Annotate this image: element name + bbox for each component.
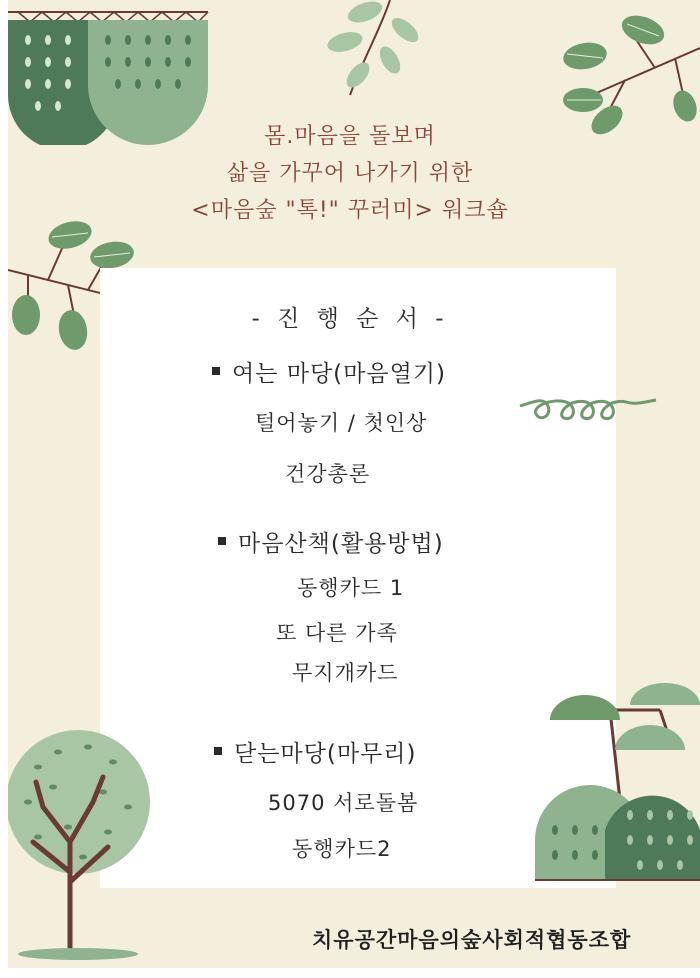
headline-line-2: 삶을 가꾸어 나가기 위한 bbox=[226, 161, 474, 186]
bullet-square-icon bbox=[212, 367, 220, 375]
program-item: 또 다른 가족 bbox=[276, 621, 398, 645]
section-heading-walk bbox=[218, 525, 444, 558]
curl-ornament-icon bbox=[518, 392, 658, 428]
section-heading-label: 닫는마당(마무리) bbox=[234, 741, 417, 767]
section-heading-opening bbox=[212, 355, 446, 388]
leaf-branch-icon bbox=[320, 0, 430, 100]
left-edge-strip bbox=[0, 0, 8, 978]
section-heading-label: 여는 마당(마음열기) bbox=[232, 361, 447, 387]
bullet-square-icon bbox=[214, 747, 222, 755]
section-heading-closing bbox=[214, 735, 416, 768]
headline-line-1: 몸.마음을 돌보며 bbox=[264, 124, 436, 149]
headline-line-3: <마음숲 "톡!" 꾸러미> 워크숍 bbox=[191, 198, 509, 223]
program-title: - 진 행 순 서 - bbox=[251, 306, 449, 332]
program-item: 털어놓기 / 첫인상 bbox=[255, 411, 428, 435]
program-item: 동행카드 1 bbox=[297, 576, 405, 600]
bullet-square-icon bbox=[218, 537, 226, 545]
section-heading-label: 마음산책(활용방법) bbox=[238, 531, 444, 557]
program-item: 5070 서로돌봄 bbox=[268, 791, 419, 815]
tree-icon bbox=[8, 722, 168, 962]
headline bbox=[150, 118, 550, 229]
program-item: 건강총론 bbox=[285, 462, 371, 486]
program-item: 동행카드2 bbox=[292, 837, 392, 861]
organization-name: 치유공간마음의숲사회적협동조합 bbox=[312, 928, 632, 952]
bottom-band bbox=[0, 968, 700, 978]
leaf-branch-icon bbox=[555, 8, 700, 138]
program-item: 무지개카드 bbox=[292, 661, 399, 685]
bush-icon bbox=[530, 680, 700, 890]
